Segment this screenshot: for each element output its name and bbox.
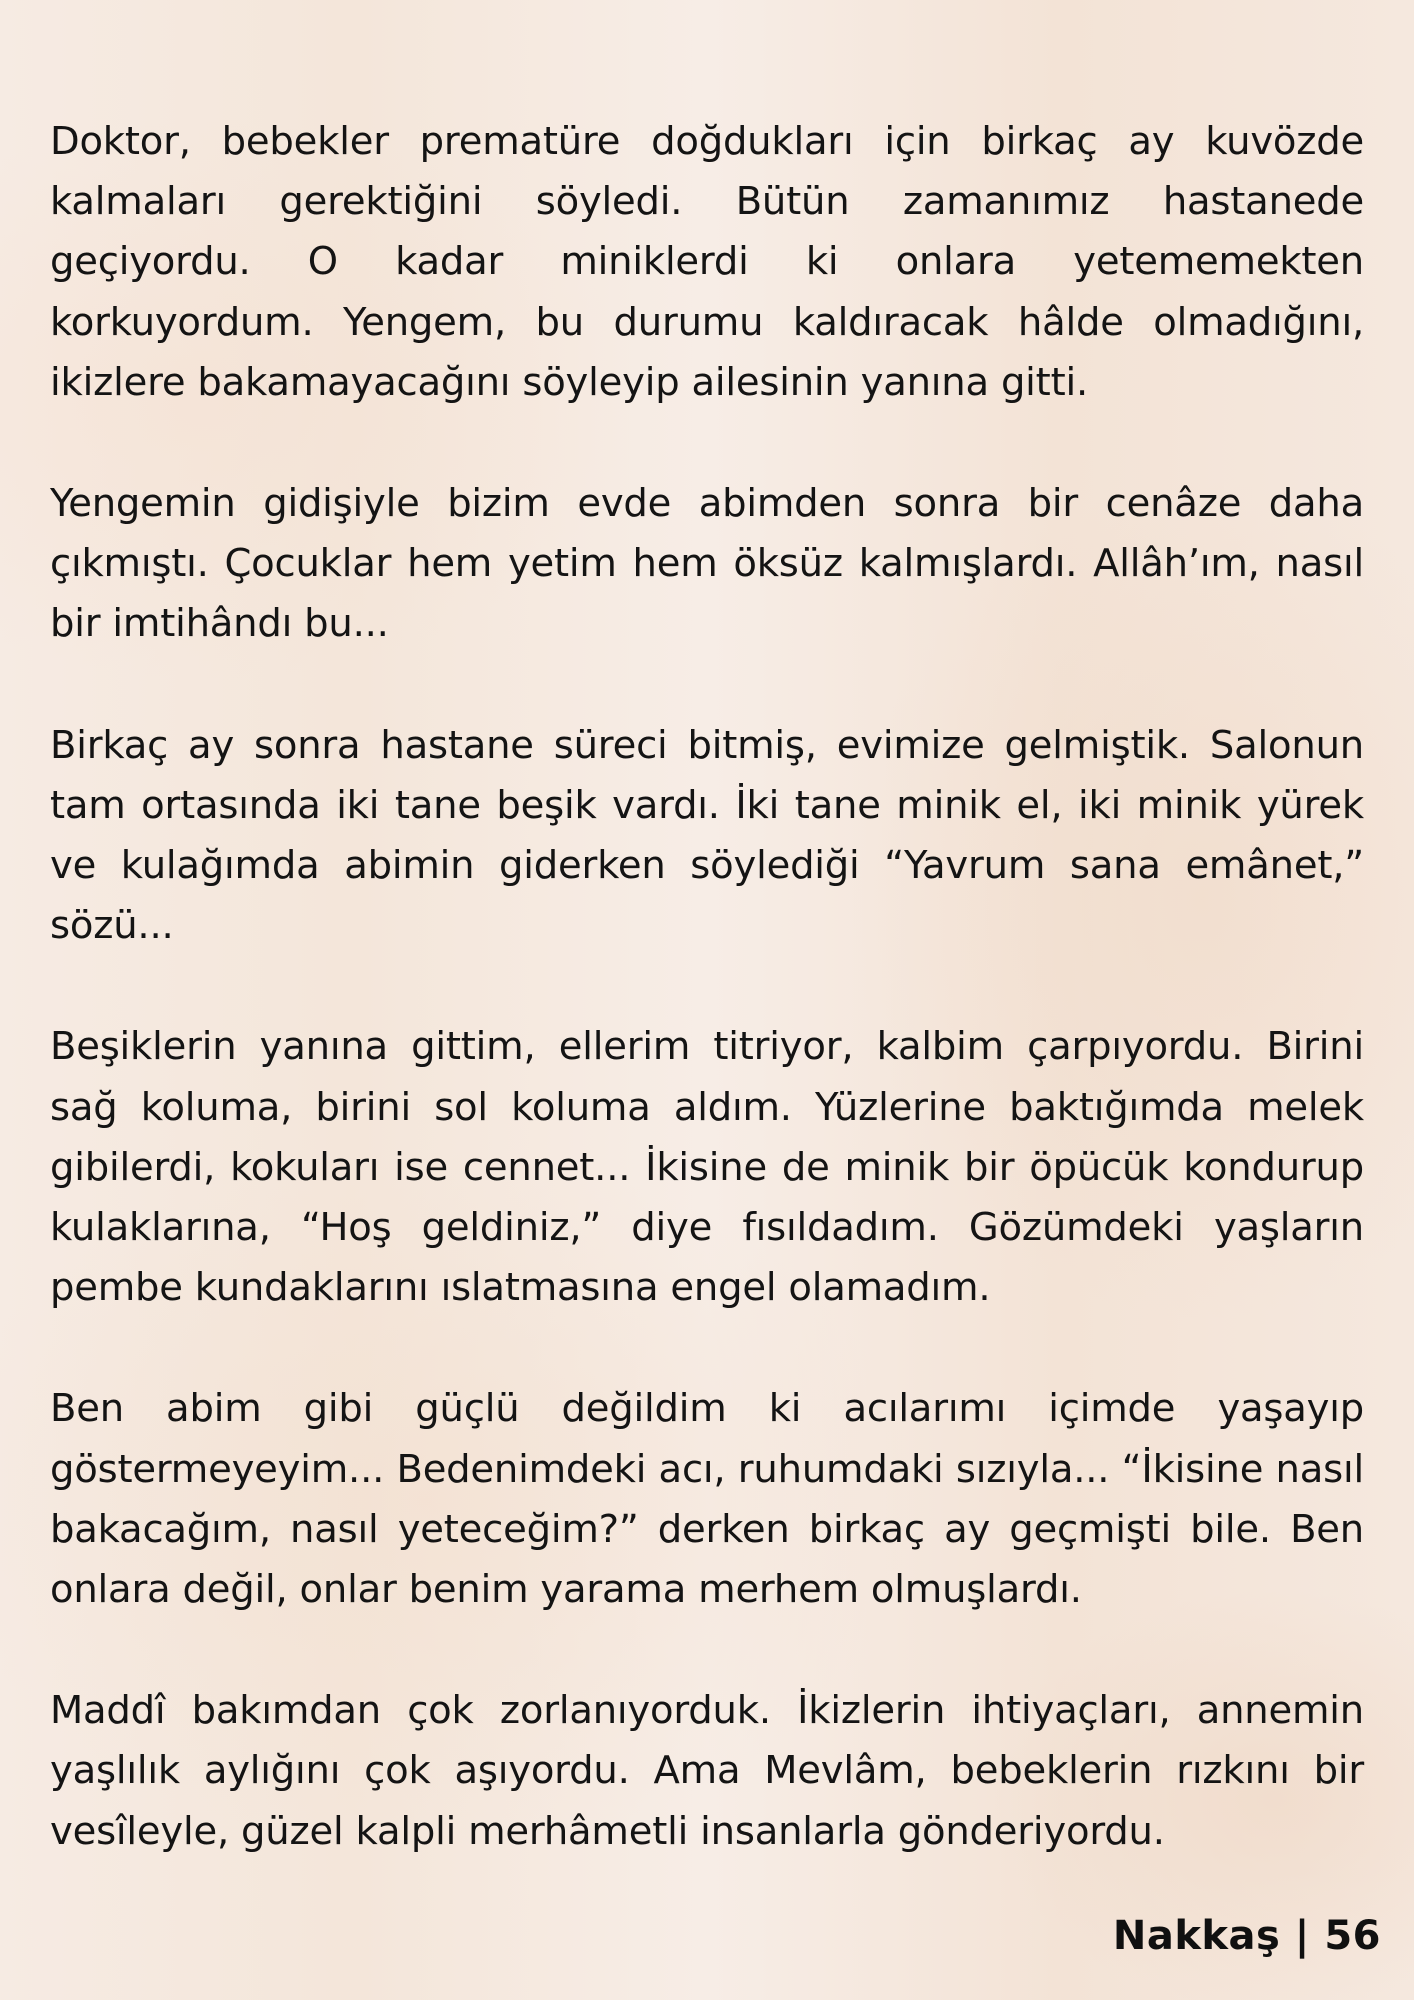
paragraph-2: Yengemin gidişiyle bizim evde abimden sonra bir cenâze daha çıkmıştı. Çocuklar hem yetim hem öksüz kalmışlardı. Allâh’ım, nasıl bir imtihândı bu... <box>50 481 1364 647</box>
publication-name: Nakkaş <box>1112 1913 1281 1959</box>
page-number: 56 <box>1324 1913 1381 1959</box>
paragraph-3: Birkaç ay sonra hastane süreci bitmiş, evimize gelmiştik. Salonun tam ortasında iki tane beşik vardı. İki tane minik el, iki minik yürek ve kulağımda abimin giderken söylediği “Yavrum sana emânet,” sözü... <box>50 722 1364 949</box>
paragraph-5: Ben abim gibi güçlü değildim ki acılarımı içimde yaşayıp göstermeyeyim... Bedenimdeki acı, ruhumdaki sızıyla... “İkisine nasıl bakacağım, nasıl yeteceğim?” derken birkaç ay geçmişti bile. Ben onlara değil, onlar benim yarama merhem olmuşlardı. <box>50 1386 1364 1613</box>
paragraph-6: Maddî bakımdan çok zorlanıyorduk. İkizlerin ihtiyaçları, annemin yaşlılık aylığını çok aşıyordu. Ama Mevlâm, bebeklerin rızkını bir vesîleyle, güzel kalpli merhâmetli insanlarla gönderiyordu. <box>50 1688 1364 1854</box>
paragraph-4: Beşiklerin yanına gittim, ellerim titriyor, kalbim çarpıyordu. Birini sağ koluma, birini sol koluma aldım. Yüzlerine baktığımda melek gibilerdi, kokuları ise cennet... İkisine de minik bir öpücük kondurup kulaklarına, “Hoş geldiniz,” diye fısıldadım. Gözümdeki yaşların pembe kundaklarını ıslatmasına engel olamadım. <box>50 1024 1364 1311</box>
page-body <box>50 112 1364 1923</box>
page-footer <box>1113 1912 1381 1960</box>
footer-separator: | <box>1294 1913 1310 1959</box>
paragraph-1: Doktor, bebekler prematüre doğdukları için birkaç ay kuvözde kalmaları gerektiğini söyledi. Bütün zamanımız hastanede geçiyordu. O kadar miniklerdi ki onlara yetememekten korkuyordum. Yengem, bu durumu kaldıracak hâlde olmadığını, ikizlere bakamayacağını söyleyip ailesinin yanına gitti. <box>50 119 1364 405</box>
